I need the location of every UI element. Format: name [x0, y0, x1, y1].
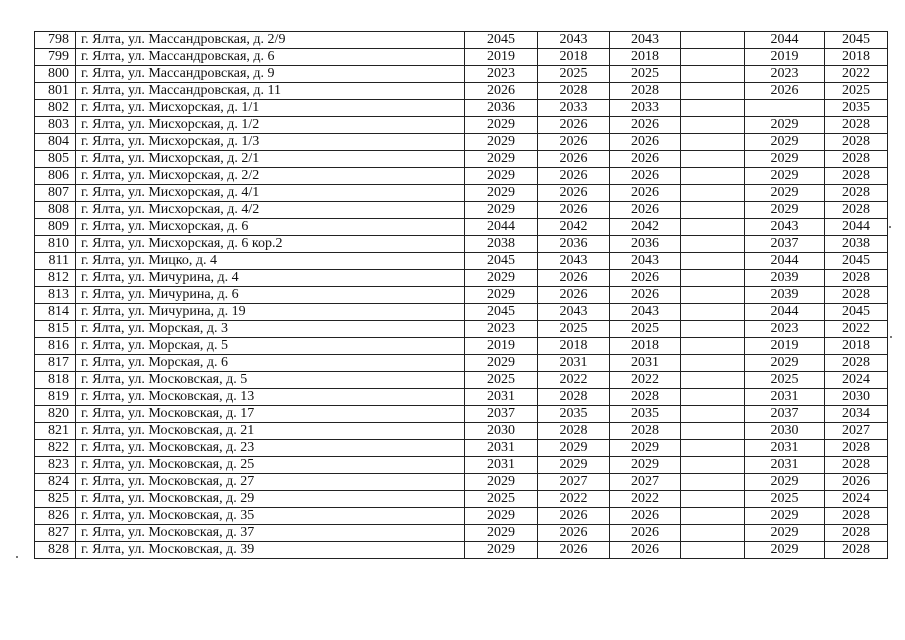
table-row — [35, 151, 888, 168]
address-cell: г. Ялта, ул. Мичурина, д. 6 — [76, 287, 465, 304]
address-cell: г. Ялта, ул. Московская, д. 13 — [76, 389, 465, 406]
year-cell-5: 2025 — [745, 372, 825, 389]
year-cell-1: 2029 — [465, 508, 538, 525]
year-cell-2: 2036 — [538, 236, 610, 253]
row-number-cell: 828 — [35, 542, 76, 559]
row-number-cell: 815 — [35, 321, 76, 338]
scan-speck — [889, 226, 891, 228]
year-cell-3: 2043 — [610, 304, 681, 321]
year-cell-6: 2035 — [825, 100, 888, 117]
year-cell-2: 2026 — [538, 151, 610, 168]
year-cell-6: 2045 — [825, 32, 888, 49]
year-cell-5: 2039 — [745, 270, 825, 287]
year-cell-1: 2045 — [465, 253, 538, 270]
table-row — [35, 525, 888, 542]
address-cell: г. Ялта, ул. Мичурина, д. 19 — [76, 304, 465, 321]
year-cell-3: 2025 — [610, 66, 681, 83]
year-cell-3: 2022 — [610, 372, 681, 389]
year-cell-4 — [681, 219, 745, 236]
row-number-cell: 814 — [35, 304, 76, 321]
row-number-cell: 801 — [35, 83, 76, 100]
row-number-cell: 808 — [35, 202, 76, 219]
address-cell: г. Ялта, ул. Мисхорская, д. 1/3 — [76, 134, 465, 151]
year-cell-2: 2022 — [538, 491, 610, 508]
row-number-cell: 813 — [35, 287, 76, 304]
year-cell-5: 2044 — [745, 304, 825, 321]
address-cell: г. Ялта, ул. Массандровская, д. 9 — [76, 66, 465, 83]
row-number-cell: 826 — [35, 508, 76, 525]
year-cell-6: 2044 — [825, 219, 888, 236]
year-cell-6: 2028 — [825, 508, 888, 525]
year-cell-3: 2043 — [610, 253, 681, 270]
year-cell-4 — [681, 304, 745, 321]
year-cell-5: 2031 — [745, 389, 825, 406]
address-cell: г. Ялта, ул. Мичурина, д. 4 — [76, 270, 465, 287]
year-cell-4 — [681, 355, 745, 372]
housing-schedule-table — [34, 31, 888, 559]
year-cell-6: 2018 — [825, 49, 888, 66]
table-row — [35, 491, 888, 508]
year-cell-2: 2026 — [538, 168, 610, 185]
year-cell-1: 2029 — [465, 151, 538, 168]
year-cell-6: 2024 — [825, 491, 888, 508]
year-cell-2: 2018 — [538, 49, 610, 66]
year-cell-4 — [681, 525, 745, 542]
year-cell-6: 2028 — [825, 270, 888, 287]
address-cell: г. Ялта, ул. Московская, д. 25 — [76, 457, 465, 474]
table-row — [35, 236, 888, 253]
year-cell-1: 2031 — [465, 389, 538, 406]
year-cell-1: 2036 — [465, 100, 538, 117]
year-cell-6: 2038 — [825, 236, 888, 253]
year-cell-5: 2030 — [745, 423, 825, 440]
year-cell-3: 2026 — [610, 202, 681, 219]
year-cell-1: 2029 — [465, 168, 538, 185]
row-number-cell: 802 — [35, 100, 76, 117]
table-row — [35, 457, 888, 474]
year-cell-2: 2031 — [538, 355, 610, 372]
year-cell-3: 2033 — [610, 100, 681, 117]
year-cell-3: 2026 — [610, 185, 681, 202]
year-cell-4 — [681, 338, 745, 355]
year-cell-1: 2038 — [465, 236, 538, 253]
year-cell-5: 2023 — [745, 66, 825, 83]
address-cell: г. Ялта, ул. Московская, д. 29 — [76, 491, 465, 508]
year-cell-1: 2029 — [465, 185, 538, 202]
year-cell-6: 2022 — [825, 321, 888, 338]
year-cell-5: 2023 — [745, 321, 825, 338]
year-cell-6: 2028 — [825, 355, 888, 372]
address-cell: г. Ялта, ул. Мисхорская, д. 1/2 — [76, 117, 465, 134]
year-cell-6: 2022 — [825, 66, 888, 83]
table-row — [35, 270, 888, 287]
year-cell-1: 2044 — [465, 219, 538, 236]
year-cell-2: 2018 — [538, 338, 610, 355]
year-cell-3: 2028 — [610, 389, 681, 406]
table-row — [35, 372, 888, 389]
row-number-cell: 810 — [35, 236, 76, 253]
row-number-cell: 800 — [35, 66, 76, 83]
year-cell-6: 2027 — [825, 423, 888, 440]
row-number-cell: 821 — [35, 423, 76, 440]
year-cell-3: 2035 — [610, 406, 681, 423]
address-cell: г. Ялта, ул. Мисхорская, д. 1/1 — [76, 100, 465, 117]
table-row — [35, 66, 888, 83]
year-cell-6: 2045 — [825, 304, 888, 321]
table-body — [35, 32, 888, 559]
address-cell: г. Ялта, ул. Московская, д. 5 — [76, 372, 465, 389]
table-row — [35, 185, 888, 202]
year-cell-1: 2029 — [465, 525, 538, 542]
year-cell-2: 2043 — [538, 253, 610, 270]
year-cell-4 — [681, 491, 745, 508]
table-row — [35, 287, 888, 304]
year-cell-3: 2026 — [610, 117, 681, 134]
year-cell-5: 2029 — [745, 525, 825, 542]
address-cell: г. Ялта, ул. Мисхорская, д. 4/1 — [76, 185, 465, 202]
year-cell-6: 2025 — [825, 83, 888, 100]
address-cell: г. Ялта, ул. Мицко, д. 4 — [76, 253, 465, 270]
address-cell: г. Ялта, ул. Морская, д. 3 — [76, 321, 465, 338]
year-cell-1: 2029 — [465, 287, 538, 304]
table-row — [35, 389, 888, 406]
year-cell-1: 2031 — [465, 457, 538, 474]
year-cell-6: 2028 — [825, 542, 888, 559]
year-cell-3: 2026 — [610, 151, 681, 168]
year-cell-3: 2026 — [610, 525, 681, 542]
year-cell-4 — [681, 270, 745, 287]
row-number-cell: 824 — [35, 474, 76, 491]
year-cell-2: 2025 — [538, 66, 610, 83]
address-cell: г. Ялта, ул. Мисхорская, д. 2/2 — [76, 168, 465, 185]
year-cell-5: 2039 — [745, 287, 825, 304]
address-cell: г. Ялта, ул. Массандровская, д. 11 — [76, 83, 465, 100]
year-cell-1: 2037 — [465, 406, 538, 423]
year-cell-5: 2044 — [745, 32, 825, 49]
table-row — [35, 168, 888, 185]
year-cell-3: 2027 — [610, 474, 681, 491]
year-cell-5: 2029 — [745, 185, 825, 202]
row-number-cell: 818 — [35, 372, 76, 389]
year-cell-4 — [681, 32, 745, 49]
year-cell-3: 2026 — [610, 270, 681, 287]
year-cell-2: 2026 — [538, 134, 610, 151]
year-cell-4 — [681, 253, 745, 270]
table-row — [35, 32, 888, 49]
row-number-cell: 798 — [35, 32, 76, 49]
year-cell-2: 2025 — [538, 321, 610, 338]
address-cell: г. Ялта, ул. Массандровская, д. 2/9 — [76, 32, 465, 49]
year-cell-2: 2043 — [538, 304, 610, 321]
year-cell-5: 2043 — [745, 219, 825, 236]
year-cell-2: 2026 — [538, 270, 610, 287]
year-cell-5: 2019 — [745, 49, 825, 66]
table-row — [35, 49, 888, 66]
year-cell-5: 2044 — [745, 253, 825, 270]
year-cell-4 — [681, 236, 745, 253]
table-row — [35, 508, 888, 525]
year-cell-4 — [681, 457, 745, 474]
year-cell-3: 2025 — [610, 321, 681, 338]
year-cell-3: 2043 — [610, 32, 681, 49]
address-cell: г. Ялта, ул. Московская, д. 17 — [76, 406, 465, 423]
year-cell-5: 2019 — [745, 338, 825, 355]
table-row — [35, 304, 888, 321]
address-cell: г. Ялта, ул. Мисхорская, д. 6 — [76, 219, 465, 236]
table-row — [35, 542, 888, 559]
year-cell-2: 2026 — [538, 508, 610, 525]
year-cell-3: 2028 — [610, 83, 681, 100]
year-cell-5: 2031 — [745, 440, 825, 457]
year-cell-2: 2043 — [538, 32, 610, 49]
address-cell: г. Ялта, ул. Мисхорская, д. 6 кор.2 — [76, 236, 465, 253]
row-number-cell: 809 — [35, 219, 76, 236]
address-cell: г. Ялта, ул. Московская, д. 23 — [76, 440, 465, 457]
year-cell-5: 2031 — [745, 457, 825, 474]
address-cell: г. Ялта, ул. Морская, д. 6 — [76, 355, 465, 372]
row-number-cell: 807 — [35, 185, 76, 202]
year-cell-6: 2018 — [825, 338, 888, 355]
year-cell-4 — [681, 134, 745, 151]
year-cell-5: 2029 — [745, 474, 825, 491]
year-cell-5: 2026 — [745, 83, 825, 100]
table-row — [35, 423, 888, 440]
year-cell-1: 2025 — [465, 491, 538, 508]
year-cell-6: 2028 — [825, 168, 888, 185]
year-cell-4 — [681, 202, 745, 219]
year-cell-6: 2028 — [825, 134, 888, 151]
table-row — [35, 219, 888, 236]
year-cell-6: 2030 — [825, 389, 888, 406]
year-cell-1: 2045 — [465, 304, 538, 321]
row-number-cell: 825 — [35, 491, 76, 508]
year-cell-1: 2031 — [465, 440, 538, 457]
year-cell-3: 2026 — [610, 508, 681, 525]
year-cell-1: 2029 — [465, 474, 538, 491]
year-cell-4 — [681, 406, 745, 423]
year-cell-3: 2026 — [610, 168, 681, 185]
year-cell-1: 2030 — [465, 423, 538, 440]
year-cell-3: 2026 — [610, 542, 681, 559]
year-cell-3: 2022 — [610, 491, 681, 508]
year-cell-5: 2037 — [745, 406, 825, 423]
year-cell-1: 2029 — [465, 202, 538, 219]
row-number-cell: 819 — [35, 389, 76, 406]
year-cell-3: 2029 — [610, 440, 681, 457]
year-cell-5: 2029 — [745, 151, 825, 168]
year-cell-1: 2029 — [465, 355, 538, 372]
address-cell: г. Ялта, ул. Московская, д. 21 — [76, 423, 465, 440]
year-cell-5: 2029 — [745, 508, 825, 525]
address-cell: г. Ялта, ул. Мисхорская, д. 4/2 — [76, 202, 465, 219]
year-cell-4 — [681, 474, 745, 491]
year-cell-2: 2026 — [538, 202, 610, 219]
year-cell-3: 2026 — [610, 287, 681, 304]
year-cell-5: 2029 — [745, 355, 825, 372]
year-cell-6: 2028 — [825, 287, 888, 304]
year-cell-6: 2026 — [825, 474, 888, 491]
year-cell-3: 2031 — [610, 355, 681, 372]
year-cell-2: 2042 — [538, 219, 610, 236]
year-cell-2: 2026 — [538, 542, 610, 559]
year-cell-4 — [681, 151, 745, 168]
address-cell: г. Ялта, ул. Московская, д. 37 — [76, 525, 465, 542]
year-cell-1: 2023 — [465, 66, 538, 83]
row-number-cell: 812 — [35, 270, 76, 287]
year-cell-2: 2029 — [538, 440, 610, 457]
table-row — [35, 83, 888, 100]
year-cell-5: 2037 — [745, 236, 825, 253]
year-cell-2: 2029 — [538, 457, 610, 474]
year-cell-4 — [681, 100, 745, 117]
table-row — [35, 338, 888, 355]
year-cell-5 — [745, 100, 825, 117]
year-cell-2: 2027 — [538, 474, 610, 491]
row-number-cell: 799 — [35, 49, 76, 66]
year-cell-3: 2026 — [610, 134, 681, 151]
year-cell-5: 2029 — [745, 202, 825, 219]
year-cell-4 — [681, 389, 745, 406]
row-number-cell: 827 — [35, 525, 76, 542]
year-cell-4 — [681, 372, 745, 389]
year-cell-1: 2019 — [465, 49, 538, 66]
table-row — [35, 321, 888, 338]
row-number-cell: 823 — [35, 457, 76, 474]
year-cell-5: 2029 — [745, 134, 825, 151]
address-cell: г. Ялта, ул. Мисхорская, д. 2/1 — [76, 151, 465, 168]
year-cell-2: 2028 — [538, 423, 610, 440]
year-cell-4 — [681, 287, 745, 304]
year-cell-2: 2028 — [538, 389, 610, 406]
year-cell-6: 2028 — [825, 440, 888, 457]
row-number-cell: 817 — [35, 355, 76, 372]
year-cell-2: 2026 — [538, 287, 610, 304]
year-cell-2: 2028 — [538, 83, 610, 100]
year-cell-5: 2029 — [745, 117, 825, 134]
scan-speck — [890, 336, 892, 338]
year-cell-4 — [681, 440, 745, 457]
year-cell-6: 2045 — [825, 253, 888, 270]
year-cell-5: 2029 — [745, 542, 825, 559]
year-cell-3: 2042 — [610, 219, 681, 236]
year-cell-2: 2026 — [538, 117, 610, 134]
year-cell-3: 2018 — [610, 338, 681, 355]
row-number-cell: 805 — [35, 151, 76, 168]
year-cell-3: 2018 — [610, 49, 681, 66]
year-cell-2: 2022 — [538, 372, 610, 389]
table-row — [35, 406, 888, 423]
year-cell-1: 2029 — [465, 134, 538, 151]
row-number-cell: 822 — [35, 440, 76, 457]
year-cell-1: 2025 — [465, 372, 538, 389]
year-cell-6: 2024 — [825, 372, 888, 389]
scan-speck — [16, 556, 18, 558]
year-cell-1: 2023 — [465, 321, 538, 338]
year-cell-4 — [681, 83, 745, 100]
year-cell-4 — [681, 508, 745, 525]
table-row — [35, 202, 888, 219]
year-cell-4 — [681, 542, 745, 559]
year-cell-1: 2029 — [465, 270, 538, 287]
row-number-cell: 806 — [35, 168, 76, 185]
year-cell-1: 2045 — [465, 32, 538, 49]
address-cell: г. Ялта, ул. Московская, д. 39 — [76, 542, 465, 559]
year-cell-6: 2034 — [825, 406, 888, 423]
year-cell-4 — [681, 117, 745, 134]
address-cell: г. Ялта, ул. Массандровская, д. 6 — [76, 49, 465, 66]
address-cell: г. Ялта, ул. Московская, д. 35 — [76, 508, 465, 525]
year-cell-5: 2025 — [745, 491, 825, 508]
year-cell-3: 2029 — [610, 457, 681, 474]
table-row — [35, 117, 888, 134]
year-cell-5: 2029 — [745, 168, 825, 185]
year-cell-2: 2026 — [538, 185, 610, 202]
row-number-cell: 811 — [35, 253, 76, 270]
year-cell-2: 2033 — [538, 100, 610, 117]
table-row — [35, 355, 888, 372]
row-number-cell: 803 — [35, 117, 76, 134]
year-cell-2: 2026 — [538, 525, 610, 542]
year-cell-3: 2036 — [610, 236, 681, 253]
table-row — [35, 440, 888, 457]
address-cell: г. Ялта, ул. Московская, д. 27 — [76, 474, 465, 491]
year-cell-6: 2028 — [825, 457, 888, 474]
year-cell-6: 2028 — [825, 117, 888, 134]
year-cell-4 — [681, 423, 745, 440]
year-cell-4 — [681, 66, 745, 83]
year-cell-1: 2029 — [465, 117, 538, 134]
row-number-cell: 804 — [35, 134, 76, 151]
row-number-cell: 820 — [35, 406, 76, 423]
year-cell-1: 2019 — [465, 338, 538, 355]
year-cell-6: 2028 — [825, 202, 888, 219]
year-cell-4 — [681, 168, 745, 185]
table-row — [35, 100, 888, 117]
year-cell-2: 2035 — [538, 406, 610, 423]
row-number-cell: 816 — [35, 338, 76, 355]
year-cell-6: 2028 — [825, 525, 888, 542]
table-row — [35, 253, 888, 270]
year-cell-4 — [681, 185, 745, 202]
year-cell-4 — [681, 49, 745, 66]
year-cell-6: 2028 — [825, 185, 888, 202]
year-cell-6: 2028 — [825, 151, 888, 168]
year-cell-1: 2026 — [465, 83, 538, 100]
year-cell-3: 2028 — [610, 423, 681, 440]
year-cell-4 — [681, 321, 745, 338]
table-row — [35, 474, 888, 491]
year-cell-1: 2029 — [465, 542, 538, 559]
address-cell: г. Ялта, ул. Морская, д. 5 — [76, 338, 465, 355]
table-row — [35, 134, 888, 151]
